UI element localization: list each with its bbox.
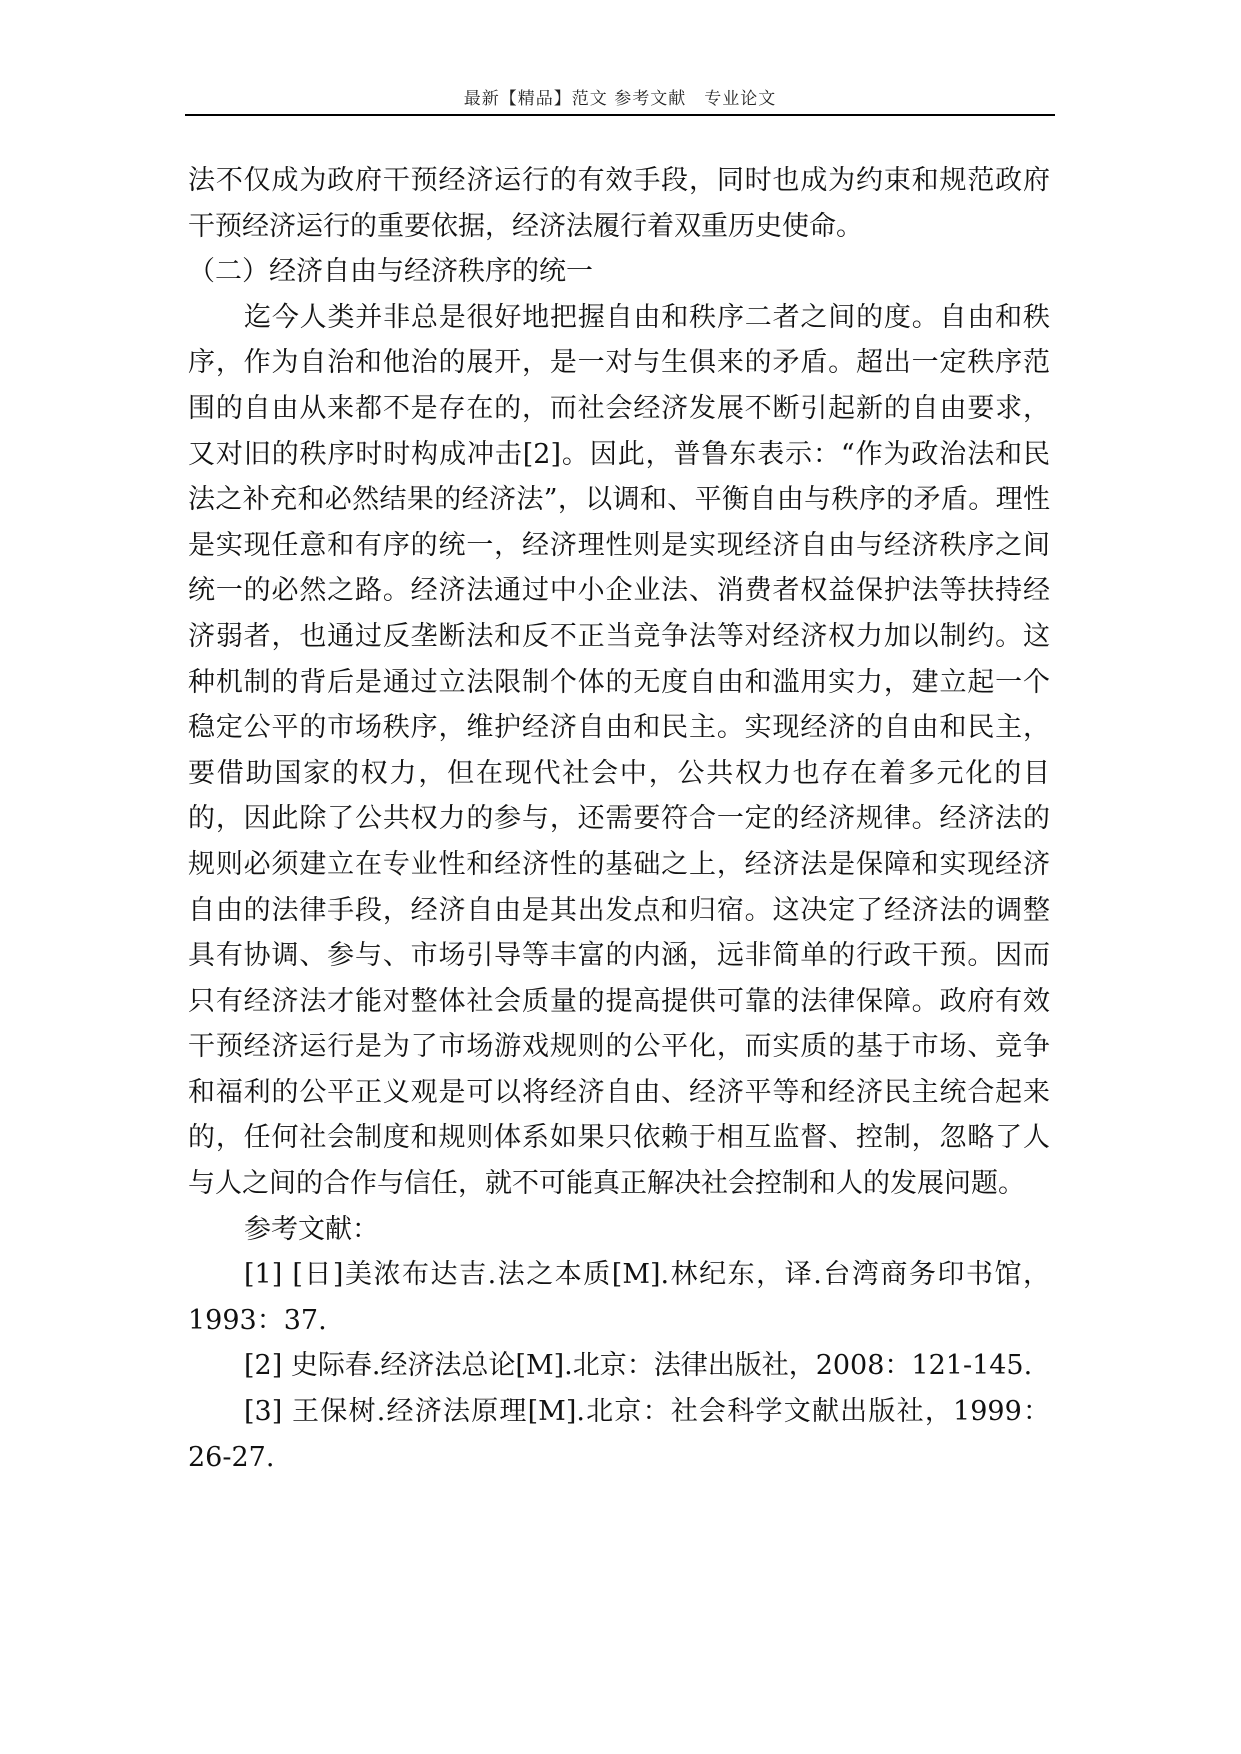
running-header: 最新【精品】范文 参考文献 专业论文 [463,89,777,109]
reference-item-1: [1] [日]美浓布达吉.法之本质[M].林纪东，译.台湾商务印书馆，1993：37. [188,1259,1050,1336]
body-text [188,158,1050,1480]
references-heading: 参考文献： [244,1213,379,1245]
paragraph-main: 迄今人类并非总是很好地把握自由和秩序二者之间的度。自由和秩序，作为自治和他治的展开，是一对与生俱来的矛盾。超出一定秩序范围的自由从来都不是存在的，而社会经济发展不断引起新的自由要求，又对旧的秩序时时构成冲击[2]。因此，普鲁东表示：“作为政治法和民法之补充和必然结果的经济法”，以调和、平衡自由与秩序的矛盾。理性是实现任意和有序的统一，经济理性则是实现经济自由与经济秩序之间统一的必然之路。经济法通过中小企业法、消费者权益保护法等扶持经济弱者，也通过反垄断法和反不正当竞争法等对经济权力加以制约。这种机制的背后是通过立法限制个体的无度自由和滥用实力，建立起一个稳定公平的市场秩序，维护经济自由和民主。实现经济的自由和民主，要借助国家的权力，但在现代社会中，公共权力也存在着多元化的目的，因此除了公共权力的参与，还需要符合一定的经济规律。经济法的规则必须建立在专业性和经济性的基础之上，经济法是保障和实现经济自由的法律手段，经济自由是其出发点和归宿。这决定了经济法的调整具有协调、参与、市场引导等丰富的内涵，远非简单的行政干预。因而只有经济法才能对整体社会质量的提高提供可靠的法律保障。政府有效干预经济运行是为了市场游戏规则的公平化，而实质的基于市场、竞争和福利的公平正义观是可以将经济自由、经济平等和经济民主统合起来的，任何社会制度和规则体系如果只依赖于相互监督、控制，忽略了人与人之间的合作与信任，就不可能真正解决社会控制和人的发展问题。 [188,301,1050,1200]
header-divider [185,114,1055,116]
reference-item-3: [3] 王保树.经济法原理[M].北京：社会科学文献出版社，1999：26-27. [188,1396,1050,1473]
reference-item-2: [2] 史际春.经济法总论[M].北京：法律出版社，2008：121-145. [244,1350,1033,1382]
paragraph-continued: 法不仅成为政府干预经济运行的有效手段，同时也成为约束和规范政府干预经济运行的重要依据，经济法履行着双重历史使命。 [188,165,1050,242]
section-heading: （二）经济自由与经济秩序的统一 [188,256,593,288]
